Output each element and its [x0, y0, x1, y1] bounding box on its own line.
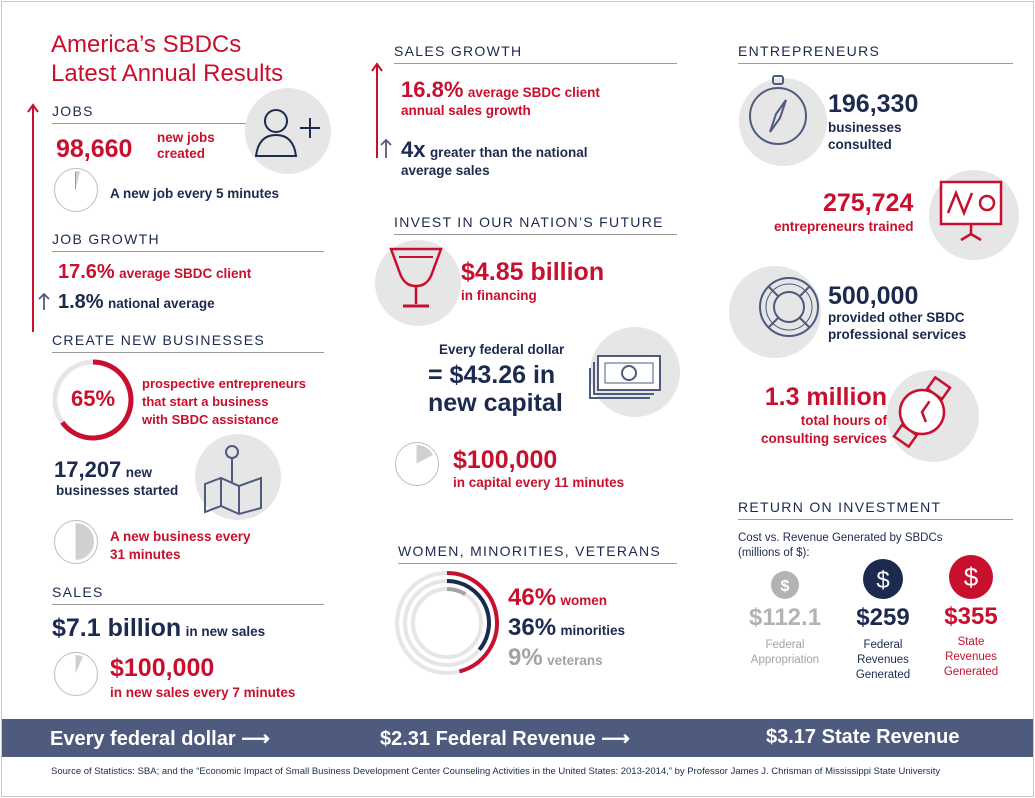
- footer-federal: [380, 726, 630, 751]
- roi-state-revenues-value: $355: [944, 603, 998, 630]
- sales-multiple-value: 4x: [401, 137, 426, 162]
- sales-growth-value: 16.8%: [401, 77, 464, 102]
- consulted-label-line-2: consulted: [828, 137, 892, 152]
- women-label: women: [560, 593, 608, 608]
- map-pin-icon: [199, 442, 269, 521]
- roi-federal-appropriation-value: $112.1: [748, 604, 822, 631]
- sales-rate-label: in new sales every 7 minutes: [110, 685, 296, 700]
- sales-growth-heading: SALES GROWTH: [394, 43, 677, 64]
- businesses-started-label-2: businesses started: [56, 483, 179, 498]
- job-growth-heading: JOB GROWTH: [52, 231, 324, 252]
- consulted-value: 196,330: [828, 90, 919, 118]
- jobs-label-line-2: created: [157, 146, 206, 161]
- jobs-rate: A new job every 5 minutes: [110, 186, 280, 201]
- dollar-icon: [770, 570, 800, 600]
- sales-multiple-label-2: average sales: [401, 163, 490, 178]
- job-growth-national-label: national average: [108, 296, 215, 311]
- jobs-label: [157, 130, 215, 162]
- roi-col1-label-2: Appropriation: [750, 653, 820, 666]
- svg-text:$: $: [876, 567, 890, 594]
- startup-label-line-1: prospective entrepreneurs: [142, 376, 307, 391]
- roi-description-line-1: Cost vs. Revenue Generated by SBDCs: [738, 532, 943, 544]
- source-note: Source of Statistics: SBA; and the “Economic Impact of Small Business Development Center Counseling Activities in the United States: 2013-2014,” by Professor James J. Chrisman of Mississippi State University: [51, 766, 941, 777]
- page-title-line-1: America’s SBDCs: [51, 31, 242, 58]
- jobs-label-line-1: new jobs: [157, 130, 215, 145]
- page-title-line-2: Latest Annual Results: [51, 60, 284, 87]
- startup-percent-value: 65%: [70, 386, 116, 411]
- sales-growth-label-2: annual sales growth: [401, 103, 531, 118]
- sales-rate-value: $100,000: [110, 654, 215, 682]
- hours-label: [732, 412, 887, 448]
- capital-rate-label: in capital every 11 minutes: [453, 475, 625, 490]
- veterans-label: veterans: [547, 653, 603, 668]
- wmv-heading: WOMEN, MINORITIES, VETERANS: [398, 543, 677, 564]
- sales-multiple-row: [401, 137, 587, 163]
- roi-col2-label-3: Generated: [855, 668, 911, 681]
- businesses-started-value: 17,207: [54, 457, 122, 482]
- roi-col3-label-2: Revenues: [945, 650, 997, 663]
- clock-icon: [54, 652, 98, 696]
- wmv-ring-chart: [393, 569, 501, 682]
- page-title: [51, 30, 283, 88]
- roi-federal-revenues: [840, 558, 926, 683]
- footer-every-dollar: [50, 726, 270, 751]
- job-growth-client: [58, 261, 251, 284]
- compass-icon: [746, 74, 810, 155]
- footer-state: $3.17 State Revenue: [766, 726, 960, 748]
- business-rate-line-2: 31 minutes: [110, 547, 181, 562]
- hours-label-line-2: consulting services: [760, 431, 887, 446]
- roi-col2-label-2: Revenues: [857, 653, 909, 666]
- clock-icon: [54, 168, 98, 212]
- roi-col3-label-3: Generated: [943, 665, 999, 678]
- veterans-value: 9%: [508, 644, 543, 671]
- add-user-icon: [252, 104, 324, 163]
- businesses-started-label-1: new: [125, 465, 153, 480]
- job-growth-client-label: average SBDC client: [119, 266, 252, 281]
- new-businesses-heading: CREATE NEW BUSINESSES: [52, 332, 324, 353]
- financing-value: $4.85 billion: [461, 258, 605, 286]
- business-rate-line-1: A new business every: [110, 529, 251, 544]
- women-value: 46%: [508, 584, 557, 611]
- trained-value: 275,724: [823, 189, 914, 217]
- clock-icon: [395, 442, 439, 486]
- minorities-label: minorities: [560, 623, 626, 638]
- roi-federal-appropriation: [742, 570, 828, 668]
- roi-col3-label-1: State: [957, 636, 985, 648]
- svg-text:$: $: [780, 578, 790, 595]
- footer-bar: [2, 719, 1034, 757]
- life-ring-icon: [756, 274, 822, 345]
- trophy-icon: [387, 246, 445, 317]
- minorities-value: 36%: [508, 614, 557, 641]
- svg-text:$: $: [963, 562, 979, 592]
- presentation-icon: [939, 180, 1011, 247]
- sales-growth-value-row: [401, 77, 600, 103]
- footer-part-2: $2.31 Federal Revenue: [380, 728, 596, 750]
- arrow-right-icon: ⟶: [241, 728, 270, 750]
- startup-percent-label: [142, 375, 306, 429]
- footer-part-1: Every federal dollar: [50, 728, 236, 750]
- trained-label: entrepreneurs trained: [774, 219, 914, 234]
- minorities-row: [508, 614, 625, 642]
- veterans-row: [508, 644, 603, 672]
- hours-label-line-1: total hours of: [800, 413, 887, 428]
- national-arrow-icon: [37, 292, 51, 315]
- federal-dollar-value: [428, 361, 563, 417]
- sales-multiple-label-1: greater than the national: [429, 145, 588, 160]
- businesses-started: [54, 457, 152, 483]
- veterans-arc: [447, 589, 465, 594]
- sales-heading: SALES: [52, 584, 324, 605]
- women-row: [508, 584, 607, 612]
- cash-icon: [586, 354, 666, 409]
- sales-total: [52, 614, 265, 643]
- hours-value: 1.3 million: [764, 383, 887, 411]
- job-growth-client-value: 17.6%: [58, 261, 115, 283]
- arrow-right-icon: ⟶: [601, 728, 630, 750]
- consulted-label: [828, 119, 902, 153]
- capital-rate-value: $100,000: [453, 446, 558, 474]
- consulted-label-line-1: businesses: [828, 120, 902, 135]
- national-arrow-icon: [379, 138, 393, 163]
- roi-heading: RETURN ON INVESTMENT: [738, 499, 1013, 520]
- infographic-page: [1, 1, 1034, 797]
- services-label-line-2: professional services: [828, 327, 967, 342]
- dollar-icon: [862, 558, 904, 600]
- roi-description-line-2: (millions of $):: [738, 547, 810, 559]
- business-rate: [110, 528, 251, 564]
- sales-growth-label-1: average SBDC client: [467, 85, 600, 100]
- startup-label-line-3: with SBDC assistance: [142, 412, 279, 427]
- sales-value: $7.1 billion: [52, 614, 182, 642]
- services-value: 500,000: [828, 282, 919, 310]
- job-growth-national: [58, 291, 215, 314]
- jobs-heading: JOBS: [52, 103, 324, 124]
- federal-dollar-value-line-1: = $43.26 in: [428, 361, 556, 389]
- roi-col2-label-1: Federal: [863, 639, 903, 651]
- federal-dollar-value-line-2: new capital: [428, 389, 563, 417]
- invest-heading: INVEST IN OUR NATION’S FUTURE: [394, 214, 677, 235]
- sales-label: in new sales: [185, 624, 266, 639]
- jobs-value: 98,660: [56, 135, 133, 163]
- roi-description: [738, 531, 943, 561]
- entrepreneurs-heading: ENTREPRENEURS: [738, 43, 1013, 64]
- services-label: [828, 309, 966, 343]
- roi-state-revenues: [928, 554, 1014, 680]
- startup-label-line-2: that start a business: [142, 394, 269, 409]
- clock-icon: [54, 520, 98, 564]
- federal-dollar-label: Every federal dollar: [439, 342, 565, 357]
- roi-federal-revenues-value: $259: [856, 604, 910, 631]
- financing-label: in financing: [461, 288, 537, 303]
- services-label-line-1: provided other SBDC: [828, 310, 965, 325]
- dollar-icon: [948, 554, 994, 600]
- watch-icon: [887, 374, 957, 455]
- roi-col1-label-1: Federal: [765, 639, 805, 651]
- job-growth-national-value: 1.8%: [58, 291, 104, 313]
